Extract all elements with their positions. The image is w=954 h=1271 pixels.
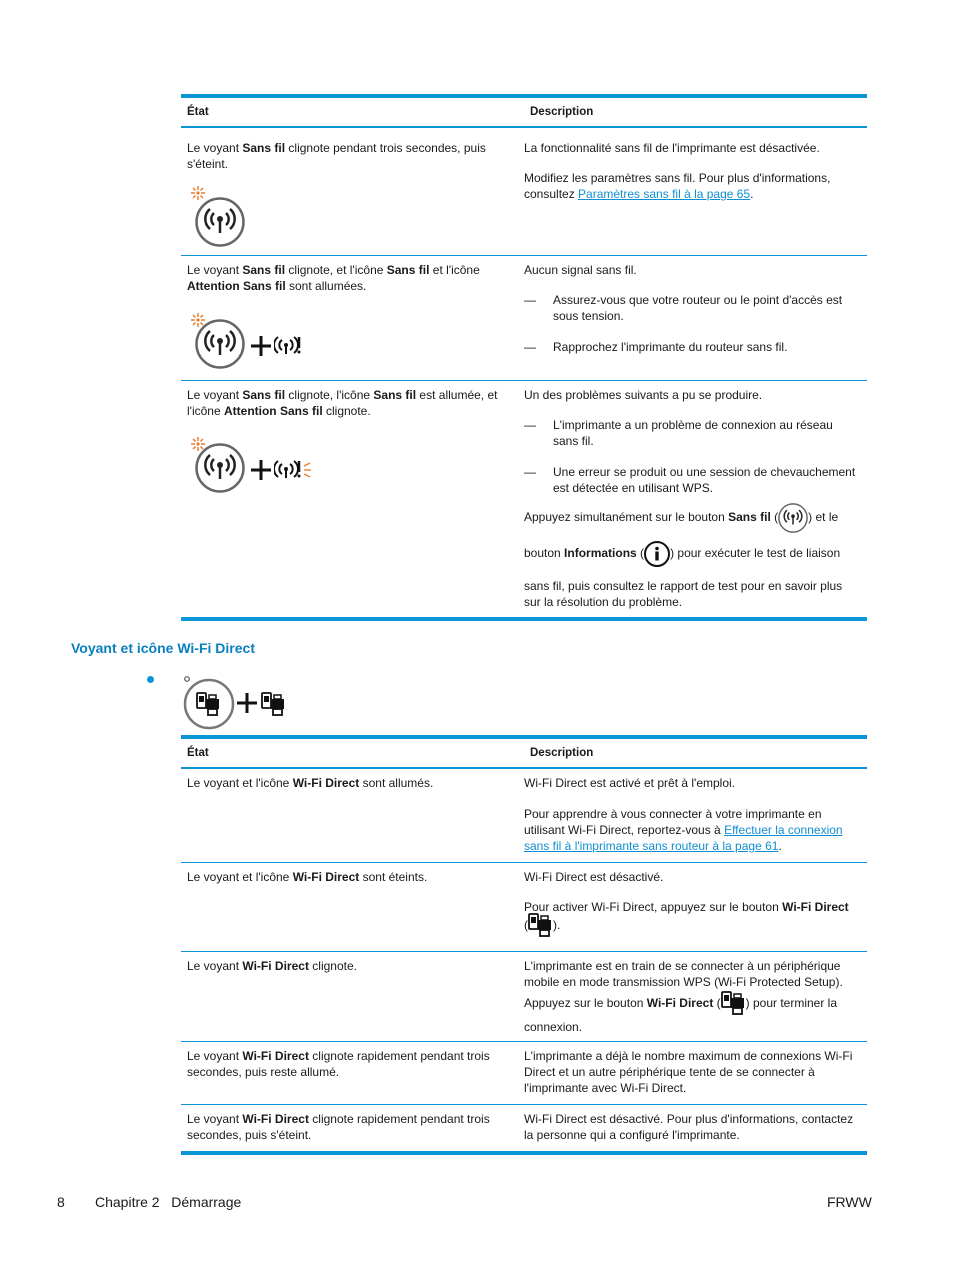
- state-text: Le voyant Sans fil clignote, et l'icône Sans fil et l'icône Attention Sans fil sont allumées.: [187, 263, 480, 293]
- desc-text: L'imprimante a déjà le nombre maximum de connexions Wi-Fi Direct et un autre périphérique tente de se connecter à l'imprimante avec Wi-Fi Direct.: [524, 1049, 853, 1095]
- section-title: Voyant et icône Wi-Fi Direct: [71, 640, 255, 656]
- desc-text: bouton Informations ( ) pour exécuter le test de liaison: [524, 545, 859, 561]
- plus-icon: [237, 693, 257, 713]
- desc-text: Wi-Fi Direct est activé et prêt à l'emploi.: [524, 776, 736, 790]
- table-row: [181, 381, 867, 621]
- wifi-direct-status-table: [181, 735, 867, 1155]
- list-item: Rapprochez l'imprimante du routeur sans fil.: [553, 340, 788, 354]
- wireless-attention-blink-icon: [274, 459, 314, 481]
- list-item: Une erreur se produit ou une session de chevauchement est détectée en utilisant WPS.: [553, 465, 856, 495]
- desc-text: Un des problèmes suivants a pu se produire.: [524, 388, 763, 402]
- desc-text: Appuyez sur le bouton Wi-Fi Direct ( ) pour terminer la: [524, 995, 859, 1011]
- header-description: Description: [530, 106, 594, 118]
- wireless-connect-link[interactable]: Effectuer la connexion sans fil à l'imprimante sans routeur à la page 61: [524, 823, 843, 853]
- desc-text: La fonctionnalité sans fil de l'imprimante est désactivée.: [524, 141, 820, 155]
- desc-text: connexion.: [524, 1020, 583, 1034]
- table-row: [181, 128, 867, 256]
- wireless-status-table: [181, 94, 867, 621]
- desc-text: Wi-Fi Direct est désactivé. Pour plus d'informations, contactez la personne qui a configuré l'imprimante.: [524, 1112, 854, 1142]
- state-text: Le voyant et l'icône Wi-Fi Direct sont allumés.: [187, 776, 434, 790]
- header-state: État: [187, 747, 209, 759]
- page-number: 8: [57, 1194, 65, 1210]
- wireless-button-icon: [778, 503, 808, 533]
- desc-text: Pour activer Wi-Fi Direct, appuyez sur le bouton Wi-Fi Direct: [524, 900, 849, 914]
- document-code: FRWW: [827, 1194, 872, 1210]
- wifi-direct-icon: [528, 913, 553, 938]
- wifi-direct-icon: [721, 991, 746, 1016]
- wireless-attention-icon: [274, 335, 304, 356]
- table-row: [181, 863, 867, 952]
- state-text: Le voyant et l'icône Wi-Fi Direct sont éteints.: [187, 870, 428, 884]
- wireless-button-icon: [195, 443, 247, 495]
- table-row: [181, 256, 867, 381]
- desc-text: L'imprimante est en train de se connecter à un périphérique mobile en mode transmission WPS (Wi-Fi Protected Setup).: [524, 959, 843, 989]
- desc-text: Aucun signal sans fil.: [524, 263, 637, 277]
- list-dash: —: [524, 465, 536, 479]
- wireless-button-icon: [195, 319, 247, 371]
- info-button-icon: [644, 541, 670, 567]
- wifi-direct-button-icon: [183, 678, 235, 730]
- header-state: État: [187, 106, 209, 118]
- plus-icon: [251, 336, 271, 356]
- desc-text: Pour apprendre à vous connecter à votre imprimante en utilisant Wi-Fi Direct, reportez-vous à Effectuer la connexion sans fil à l'imprimante sans routeur à la page 61.: [524, 807, 843, 853]
- desc-text: Modifiez les paramètres sans fil. Pour plus d'informations, consultez Paramètres sans fil à la page 65.: [524, 171, 831, 201]
- list-dash: —: [524, 418, 536, 432]
- list-dash: —: [524, 340, 536, 354]
- state-text: Le voyant Sans fil clignote pendant trois secondes, puis s'éteint.: [187, 141, 486, 171]
- state-text: Le voyant Wi-Fi Direct clignote rapidement pendant trois secondes, puis s'éteint.: [187, 1112, 490, 1142]
- table-row: [181, 1105, 867, 1155]
- bullet: [147, 676, 154, 683]
- chapter-title: Chapitre 2 Démarrage: [95, 1194, 242, 1210]
- desc-text: sans fil, puis consultez le rapport de test pour en savoir plus sur la résolution du problème.: [524, 579, 843, 609]
- desc-text: Appuyez simultanément sur le bouton Sans fil ( ) et le: [524, 509, 859, 525]
- header-description: Description: [530, 747, 594, 759]
- table-header: [181, 735, 867, 769]
- wifi-direct-icon: [261, 692, 286, 717]
- desc-text: ( ).: [524, 917, 854, 933]
- plus-icon: [251, 460, 271, 480]
- state-text: Le voyant Wi-Fi Direct clignote rapidement pendant trois secondes, puis reste allumé.: [187, 1049, 490, 1079]
- list-dash: —: [524, 293, 536, 307]
- table-header: [181, 94, 867, 128]
- state-text: Le voyant Wi-Fi Direct clignote.: [187, 959, 357, 973]
- list-item: L'imprimante a un problème de connexion au réseau sans fil.: [553, 418, 833, 448]
- wireless-button-icon: [195, 197, 247, 249]
- desc-text: Wi-Fi Direct est désactivé.: [524, 870, 664, 884]
- table-row: [181, 1042, 867, 1105]
- table-row: [181, 952, 867, 1042]
- wireless-settings-link[interactable]: Paramètres sans fil à la page 65: [578, 187, 751, 201]
- table-row: [181, 769, 867, 863]
- state-text: Le voyant Sans fil clignote, l'icône Sans fil est allumée, et l'icône Attention Sans fil clignote.: [187, 388, 498, 418]
- list-item: Assurez-vous que votre routeur ou le point d'accès est sous tension.: [553, 293, 843, 323]
